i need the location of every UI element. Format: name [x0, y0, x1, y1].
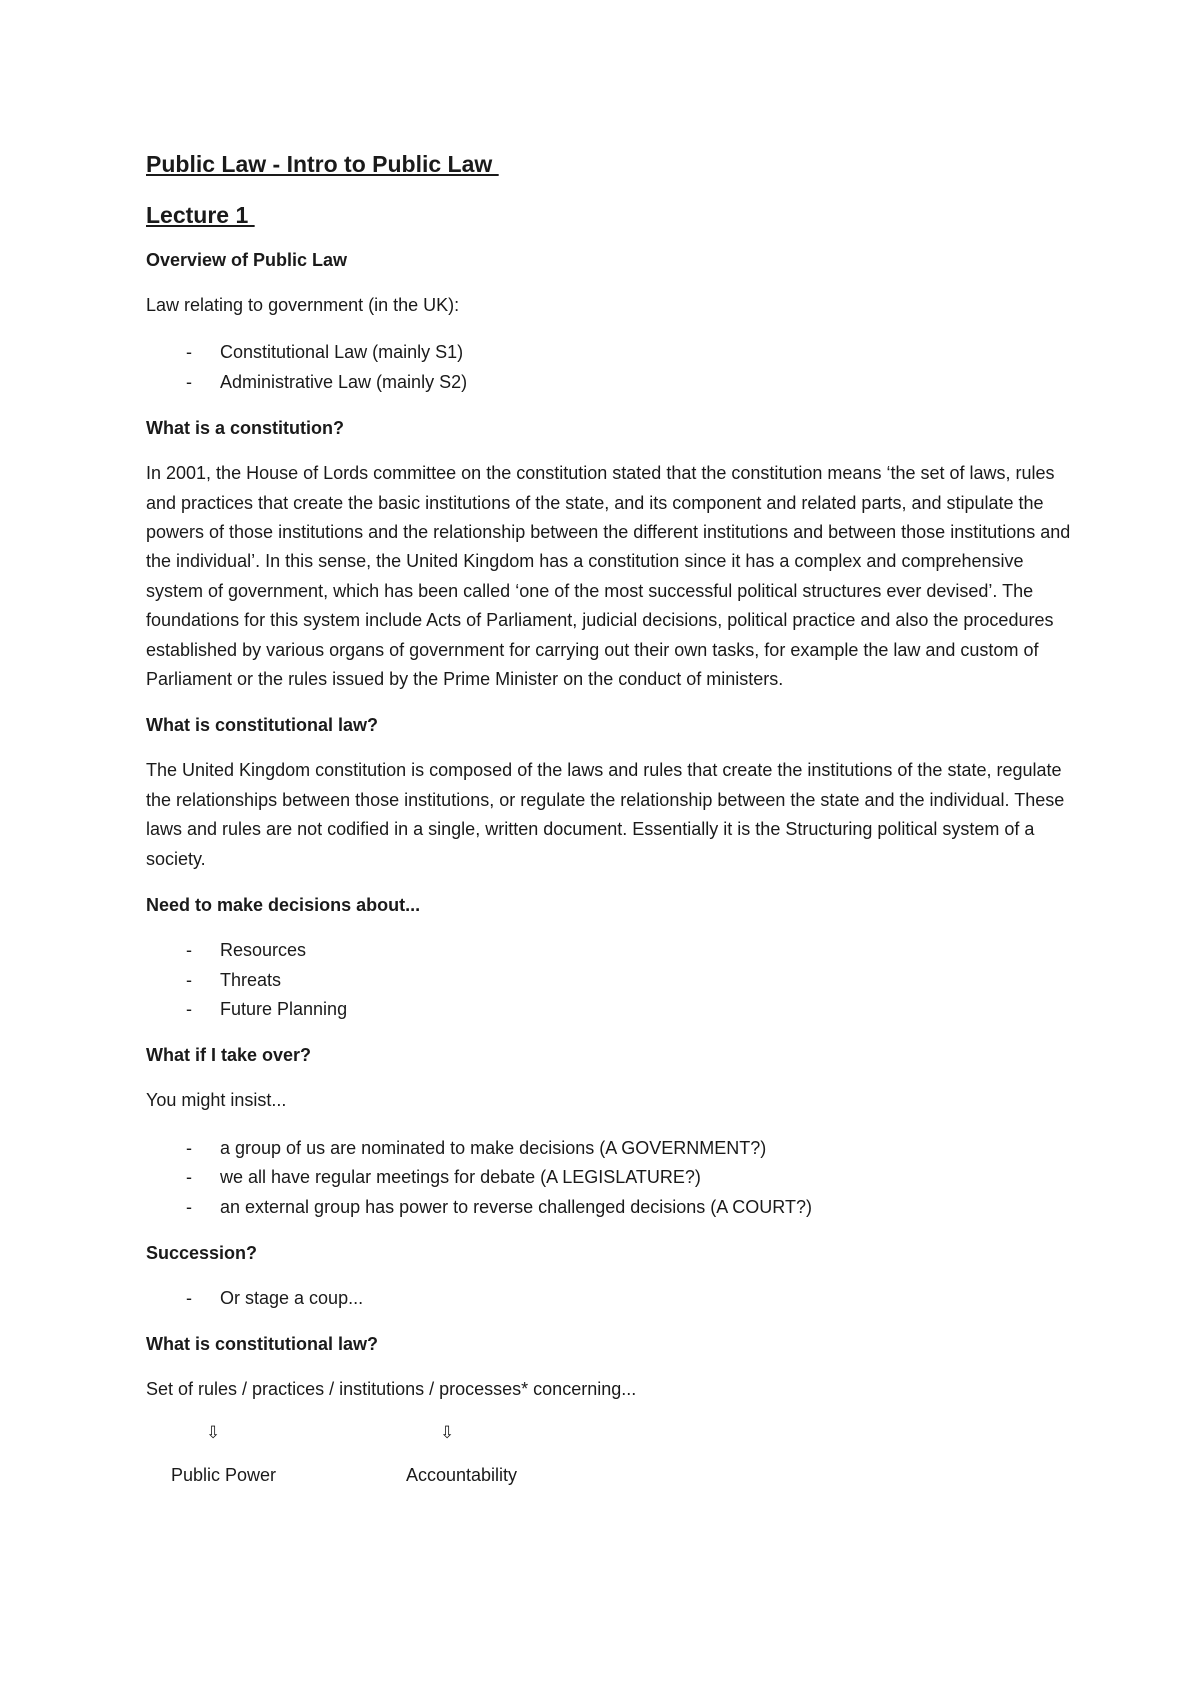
list-item: [146, 995, 1076, 1024]
list-dash: -: [186, 1137, 192, 1158]
succession-list: [146, 1284, 1076, 1313]
public-power-label: Public Power: [171, 1464, 277, 1485]
lecture-title: Lecture 1: [146, 202, 255, 228]
constitutional-law-paragraph: The United Kingdom constitution is composed of the laws and rules that create the institutions of the state, regulate the relationships between those institutions, or regulate the relationship between the state and the individual. These laws and rules are not codified in a single, written document. Essentially it is the Structuring political system of a society.: [146, 760, 1065, 869]
takeover-text: You might insist...: [146, 1090, 287, 1111]
takeover-heading: What if I take over?: [146, 1045, 312, 1066]
list-item-text: Constitutional Law (mainly S1): [220, 342, 464, 363]
list-item: [146, 966, 1076, 995]
down-arrow-icon: ⇩: [440, 1422, 455, 1443]
list-dash: -: [186, 1196, 192, 1217]
list-dash: -: [186, 1167, 192, 1188]
list-item-text: Administrative Law (mainly S2): [220, 371, 468, 392]
list-item-text: Or stage a coup...: [220, 1287, 364, 1308]
list-item-text: we all have regular meetings for debate (A LEGISLATURE?): [220, 1167, 701, 1188]
list-item-text: Threats: [220, 969, 282, 990]
constitutional-law-heading: What is constitutional law?: [146, 715, 379, 736]
down-arrow-icon: ⇩: [206, 1422, 221, 1443]
list-dash: -: [186, 940, 192, 961]
overview-heading: Overview of Public Law: [146, 250, 348, 270]
decisions-heading: Need to make decisions about...: [146, 895, 421, 916]
list-item-text: a group of us are nominated to make decisions (A GOVERNMENT?): [220, 1137, 767, 1158]
document-title: Public Law - Intro to Public Law: [146, 151, 499, 177]
list-item: [146, 1284, 1076, 1313]
overview-list: [146, 338, 1076, 397]
document-content: [146, 150, 1076, 1493]
list-item-text: Future Planning: [220, 998, 348, 1019]
constitution-paragraph: In 2001, the House of Lords committee on the constitution stated that the constitution means ‘the set of laws, rules and practices that create the basic institutions of the state, and its component and related parts, and stipulate the powers of those institutions and the relationship between the different institutions and between those institutions and the individual’. In this sense, the United Kingdom has a constitution since it has a complex and comprehensive system of government, which has been called ‘one of the most successful political structures ever devised’. The foundations for this system include Acts of Parliament, judicial decisions, political practice and also the procedures established by various organs of government for carrying out their own tasks, for example the law and custom of Parliament or the rules issued by the Prime Minister on the conduct of ministers.: [146, 463, 1071, 690]
constitutional-law-heading-2: What is constitutional law?: [146, 1334, 379, 1355]
list-item-text: an external group has power to reverse challenged decisions (A COURT?): [220, 1196, 812, 1217]
list-item-text: Resources: [220, 940, 307, 961]
list-item: [146, 936, 1076, 965]
list-item: [146, 338, 1076, 367]
list-dash: -: [186, 998, 192, 1019]
list-dash: -: [186, 969, 192, 990]
list-item: [146, 1193, 1076, 1222]
constitution-heading: What is a constitution?: [146, 418, 344, 439]
takeover-list: [146, 1134, 1076, 1222]
concept-arrows: [146, 1423, 1076, 1493]
succession-heading: Succession?: [146, 1242, 258, 1263]
overview-text: Law relating to government (in the UK):: [146, 295, 460, 315]
list-dash: -: [186, 1287, 192, 1308]
list-item: [146, 1134, 1076, 1163]
accountability-label: Accountability: [406, 1464, 518, 1485]
list-item: [146, 368, 1076, 397]
list-dash: -: [186, 342, 192, 363]
decisions-list: [146, 936, 1076, 1024]
list-dash: -: [186, 371, 192, 392]
list-item: [146, 1163, 1076, 1192]
rules-text: Set of rules / practices / institutions / processes* concerning...: [146, 1379, 637, 1400]
